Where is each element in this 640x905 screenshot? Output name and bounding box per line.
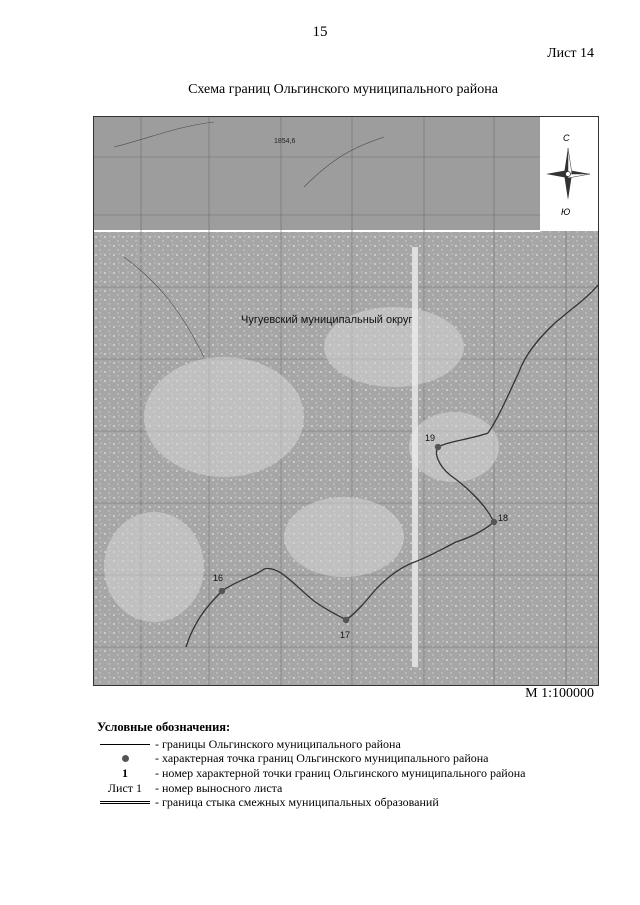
map-scale: М 1:100000 [525, 686, 594, 701]
legend-item-point [97, 752, 597, 767]
legend-item-text: - характерная точка границ Ольгинского муниципального района [155, 751, 489, 766]
boundary-point-16 [219, 588, 225, 594]
legend-item-point-number [97, 766, 597, 781]
map-canvas [94, 117, 598, 685]
legend-item-junction [97, 795, 597, 810]
sheet-label: Лист 14 [547, 46, 594, 61]
legend-item-boundary [97, 737, 597, 752]
upper-map-strip [94, 117, 540, 231]
elevation-label: 1854,6 [274, 138, 296, 145]
sheet-number-symbol: Лист 1 [107, 780, 143, 795]
boundary-line-symbol [100, 744, 150, 745]
region-label: Чугуевский муниципальный округ [241, 314, 413, 326]
legend-item-text: - граница стыка смежных муниципальных образований [155, 795, 439, 810]
boundary-point-19-label: 19 [425, 433, 436, 443]
legend [97, 720, 597, 810]
map-frame [93, 116, 599, 686]
compass-north: С [563, 133, 570, 143]
legend-item-text: - границы Ольгинского муниципального района [155, 736, 401, 751]
map-title: Схема границ Ольгинского муниципального района [188, 82, 498, 97]
boundary-point-19 [435, 444, 441, 450]
legend-item-sheet [97, 781, 597, 796]
legend-item-text: - номер характерной точки границ Ольгинского муниципального района [155, 765, 526, 780]
legend-item-text: - номер выносного листа [155, 780, 283, 795]
boundary-point-18 [491, 519, 497, 525]
boundary-point-17 [343, 617, 349, 623]
compass-south: Ю [561, 207, 571, 217]
light-streak [412, 247, 418, 667]
boundary-point-17-label: 17 [340, 630, 351, 640]
point-dot-symbol [122, 755, 129, 762]
junction-line-symbol [100, 801, 150, 804]
point-number-symbol: 1 [122, 765, 128, 780]
boundary-point-16-label: 16 [213, 573, 224, 583]
page-number: 15 [312, 24, 328, 40]
legend-title: Условные обозначения: [97, 720, 231, 734]
boundary-point-18-label: 18 [498, 513, 509, 523]
